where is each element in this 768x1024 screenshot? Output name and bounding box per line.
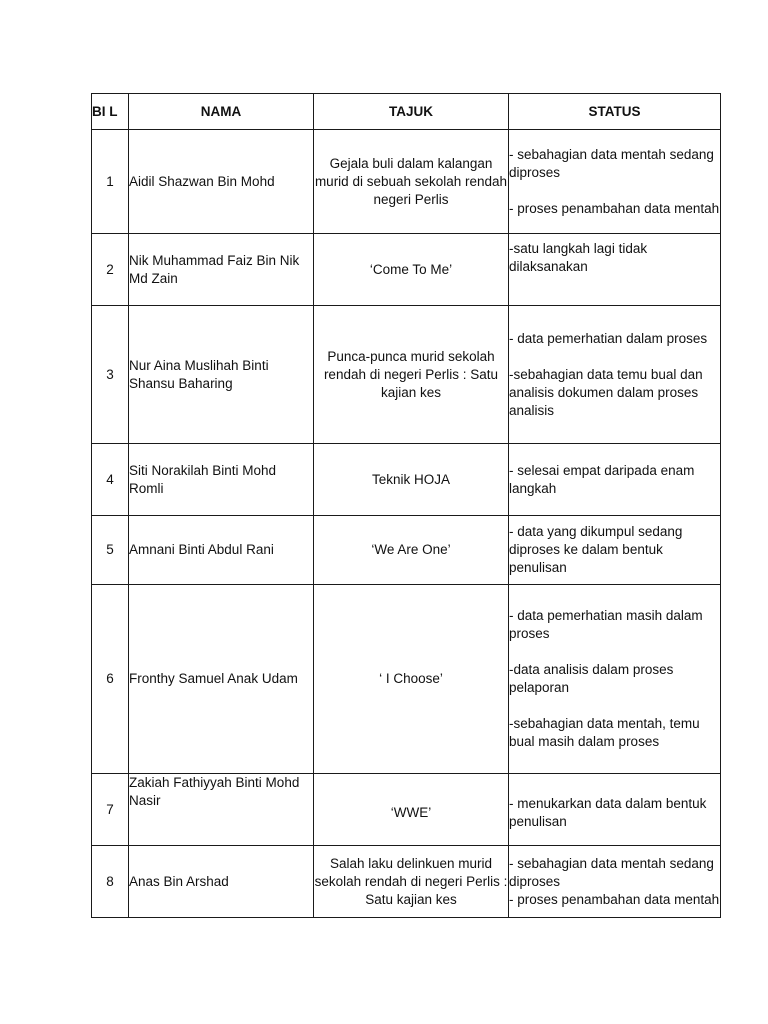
research-title: Teknik HOJA	[314, 444, 509, 516]
status-cell	[509, 234, 721, 306]
status-item: -data analisis dalam proses pelaporan	[509, 662, 674, 695]
student-name: Nik Muhammad Faiz Bin Nik Md Zain	[129, 234, 314, 306]
status-item: - data pemerhatian dalam proses	[509, 330, 708, 346]
status-item: - selesai empat daripada enam langkah	[509, 462, 695, 496]
table-row	[92, 846, 721, 918]
student-name: Siti Norakilah Binti Mohd Romli	[129, 444, 314, 516]
row-number: 1	[92, 130, 129, 234]
research-title: ‘WWE’	[314, 774, 509, 846]
status-item: -satu langkah lagi tidak dilaksanakan	[509, 241, 648, 274]
research-title: Salah laku delinkuen murid sekolah rendah di negeri Perlis : Satu kajian kes	[314, 846, 509, 918]
status-cell	[509, 774, 721, 846]
research-title: Punca-punca murid sekolah rendah di negeri Perlis : Satu kajian kes	[314, 306, 509, 444]
row-number: 7	[92, 774, 129, 846]
row-number: 2	[92, 234, 129, 306]
student-name: Nur Aina Muslihah Binti Shansu Baharing	[129, 306, 314, 444]
table-row	[92, 585, 721, 774]
research-title: ‘Come To Me’	[314, 234, 509, 306]
row-number: 3	[92, 306, 129, 444]
status-item: - data yang dikumpul sedang diproses ke dalam bentuk penulisan	[509, 524, 683, 575]
status-cell	[509, 130, 721, 234]
status-item: - data pemerhatian masih dalam proses	[509, 608, 703, 641]
status-item: - sebahagian data mentah sedang diproses	[509, 855, 714, 889]
student-name: Fronthy Samuel Anak Udam	[129, 585, 314, 774]
table-header-row	[92, 94, 721, 130]
status-item: -sebahagian data mentah, temu bual masih dalam proses	[509, 716, 700, 749]
student-name: Amnani Binti Abdul Rani	[129, 516, 314, 585]
header-bil: BI L	[92, 94, 129, 130]
table-row	[92, 130, 721, 234]
table-row	[92, 234, 721, 306]
row-number: 5	[92, 516, 129, 585]
student-name: Zakiah Fathiyyah Binti Mohd Nasir	[129, 774, 314, 846]
row-number: 8	[92, 846, 129, 918]
table-row	[92, 444, 721, 516]
student-name: Aidil Shazwan Bin Mohd	[129, 130, 314, 234]
row-number: 4	[92, 444, 129, 516]
research-title: ‘We Are One’	[314, 516, 509, 585]
header-status: STATUS	[509, 94, 721, 130]
status-item: - sebahagian data mentah sedang diproses	[509, 146, 714, 180]
status-item: - proses penambahan data mentah	[509, 891, 720, 907]
status-item: - proses penambahan data mentah	[509, 200, 720, 216]
status-item: - menukarkan data dalam bentuk penulisan	[509, 795, 707, 829]
table-row	[92, 516, 721, 585]
research-title: Gejala buli dalam kalangan murid di sebuah sekolah rendah negeri Perlis	[314, 130, 509, 234]
table-row	[92, 774, 721, 846]
table-row	[92, 306, 721, 444]
research-status-table	[91, 93, 721, 918]
status-cell	[509, 444, 721, 516]
row-number: 6	[92, 585, 129, 774]
status-cell	[509, 306, 721, 444]
status-item: -sebahagian data temu bual dan analisis dokumen dalam proses analisis	[509, 366, 703, 418]
status-cell	[509, 585, 721, 774]
status-cell	[509, 846, 721, 918]
status-cell	[509, 516, 721, 585]
research-title: ‘ I Choose’	[314, 585, 509, 774]
student-name: Anas Bin Arshad	[129, 846, 314, 918]
header-tajuk: TAJUK	[314, 94, 509, 130]
header-nama: NAMA	[129, 94, 314, 130]
